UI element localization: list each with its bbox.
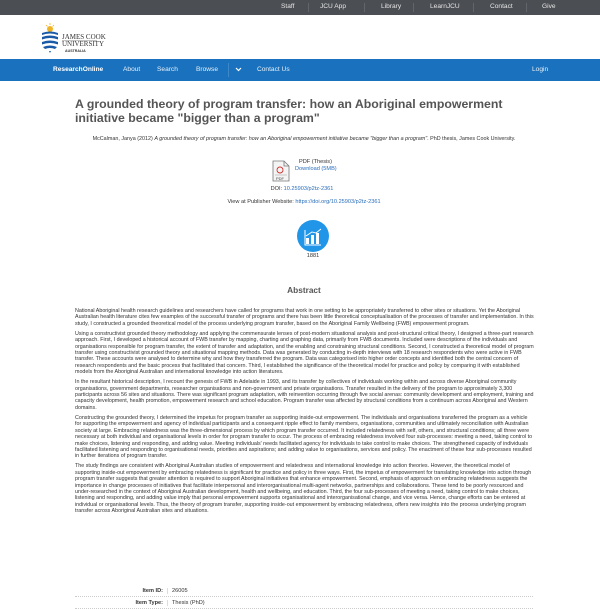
chevron-down-icon[interactable] <box>235 67 242 72</box>
login-link[interactable]: Login <box>532 66 549 73</box>
metadata-row: Item ID: 26005 <box>75 585 533 597</box>
svg-text:UNIVERSITY: UNIVERSITY <box>62 40 104 48</box>
abstract-paragraph: Using a constructivist grounded theory methodology and applying the commensurate lenses of post-modern situational analysis and post-structural critical theory, I designed a three-part research approach. First, I developed a historical account of FWB transfer by mapping, charting and graphing data, primarily from FWB documents. Included were descriptions of the individuals and organisations responsible for program transfer, the extent of transfer and adaptation, and the enabling and constraining structural conditions. Second, I constructed a theoretical model of program transfer using constructivist grounded theory and situational mapping methods. Data was generated by conducting in-depth interviews with 18 research respondents who were active in FWB transfer. These accounts were analysed to determine why and how they transferred the program. Data was categorised into higher order concepts and identified both the central concern of research respondents and the basic process that facilitated that concern. Third, I established the significance of the theoretical model for practice and policy by comparing it with established models from the Aboriginal Australian and international knowledge into action literatures. <box>75 330 534 376</box>
divider <box>473 3 474 12</box>
topbar-link-give[interactable]: Give <box>542 3 556 10</box>
abstract-paragraph: The study findings are consistent with Aboriginal Australian studies of empowerment and relatedness and international knowledge into action theories. However, the theoretical model of supporting inside-out empowerment by embracing relatedness is significant for practice and policy in three ways. First, the impetus of empowerment for translating knowledge into action through program transfer suggests that greater attention is required to support Aboriginal initiatives that enhance empowerment. Second, emphasis of approach on embracing relatedness suggests the importance in change processes of initiatives that facilitate interpersonal and interorganisational multi-agent networks, partnerships and collaborations. These tend to be poorly resourced and under-researched in the context of Aboriginal Australian development, health and wellbeing, and education. Third, the four sub-processes of meeting a need, taking control to make choices, listening and responding, and adding value imply that personal empowerment supports organisational and interorganisational change, and vice versa. Hence, change efforts can be entered at individual or organisational levels. Thus, the theory of program transfer, supporting inside-out empowerment by embracing relatedness, offers new insights into the process underlying program transfer across Aboriginal Australian sites and situations. <box>75 463 532 515</box>
publisher-website: View at Publisher Website: https://doi.org/10.25903/p2tz-2361 <box>227 199 381 205</box>
divider <box>413 3 414 12</box>
metadata-table <box>75 585 533 609</box>
logo-text: JAMES COOK <box>62 33 106 41</box>
doi: DOI: 10.25903/p2tz-2361 <box>270 186 334 192</box>
abstract-paragraph: National Aboriginal health research guidelines and researchers have called for programs that work in one setting to be appropriately transferred to other sites or situations. Yet the Aboriginal Australian health literature cites few examples of the successful transfer of programs and there has been little theoretical conceptualisation of the processes of transfer and implementation. In this study, I constructed a grounded theoretical model of the process underlying program transfer, based on the Aboriginal Family Wellbeing (FWB) empowerment program. <box>75 308 534 327</box>
download-link[interactable]: Download (5MB) <box>295 166 337 172</box>
page-title: A grounded theory of program transfer: how an Aboriginal empowerment initiative became "bigger than a program" <box>75 97 503 125</box>
nav-search[interactable]: Search <box>157 66 178 73</box>
utility-bar <box>0 0 600 15</box>
abstract-paragraph: Constructing the grounded theory, I determined the impetus for program transfer as supporting inside-out empowerment. The individuals and organisations transferred the program as a vehicle for supporting the empowerment and agency of individual participants and a consequent ripple effect to family members, organisations, communities and ultimately reconciliation with Australian society at large. Embracing relatedness was the three-dimensional process by which program transfer occurred. It included relatedness with self, others, and structural conditions; all three were necessary at both individual and organisational levels in order for program transfer to occur. The process of embracing relatedness involved four sub-processes: meeting a need, taking control to make choices, listening and responding, and adding value. Meeting individuals' needs facilitated agency for individuals to take control to make choices. The strengthened capacity of individuals facilitated listening and responding to organisational needs, priorities and aspirations; and adding value to organisations, services and policy. The enactment of these four sub-processes resulted in further iterations of program transfer. <box>75 414 533 460</box>
jcu-logo[interactable] <box>40 20 112 56</box>
metadata-row: Item Type: Thesis (PhD) <box>75 597 533 609</box>
divider <box>364 3 365 12</box>
pdf-file-icon[interactable] <box>272 160 290 182</box>
site-header <box>0 15 600 59</box>
file-type: PDF (Thesis) <box>299 159 332 165</box>
doi-link[interactable]: 10.25903/p2tz-2361 <box>283 186 334 192</box>
download-count: 1881 <box>306 253 320 259</box>
divider <box>526 3 527 12</box>
nav-researchonline[interactable]: ResearchOnline <box>53 66 104 73</box>
divider <box>228 63 229 77</box>
topbar-link-learnjcu[interactable]: LearnJCU <box>430 3 460 10</box>
citation: McCalman, Janya (2012) A grounded theory of program transfer: how an Aboriginal empowerment initiative became "bigger than a program". PhD thesis, James Cook University. <box>92 136 516 142</box>
svg-text:AUSTRALIA: AUSTRALIA <box>65 49 86 53</box>
bar-chart-icon <box>297 220 329 252</box>
abstract-paragraph: In the resultant historical description, I recount the genesis of FWB in Adelaide in 1993, and its transfer by collectives of individuals working within and across diverse Aboriginal community organisations, government departments, researcher organisations and non-government and private organisations. Transfer resulted in the delivery of the program to approximately 3,300 participants across 56 sites and situations. There was significant program adaptation, with reinvention occurring through five social arenas: community development and employment, training and capacity development, health promotion, empowerment research and school education. Program transfer was affected by structural conditions from a continuum across Aboriginal and Western domains. <box>75 379 534 411</box>
main-nav <box>0 59 600 81</box>
topbar-link-contact[interactable]: Contact <box>490 3 513 10</box>
abstract-body <box>75 308 535 518</box>
nav-browse[interactable]: Browse <box>196 66 218 73</box>
topbar-link-jcu-app[interactable]: JCU App <box>320 3 347 10</box>
topbar-link-library[interactable]: Library <box>381 3 402 10</box>
downloads-stats-button[interactable] <box>297 220 329 252</box>
nav-contact-us[interactable]: Contact Us <box>257 66 290 73</box>
abstract-heading: Abstract <box>287 285 321 295</box>
topbar-link-staff[interactable]: Staff <box>281 3 295 10</box>
nav-about[interactable]: About <box>123 66 141 73</box>
svg-text:PDF: PDF <box>276 176 284 181</box>
divider <box>308 3 309 12</box>
publisher-link[interactable]: https://doi.org/10.25903/p2tz-2361 <box>295 199 381 205</box>
